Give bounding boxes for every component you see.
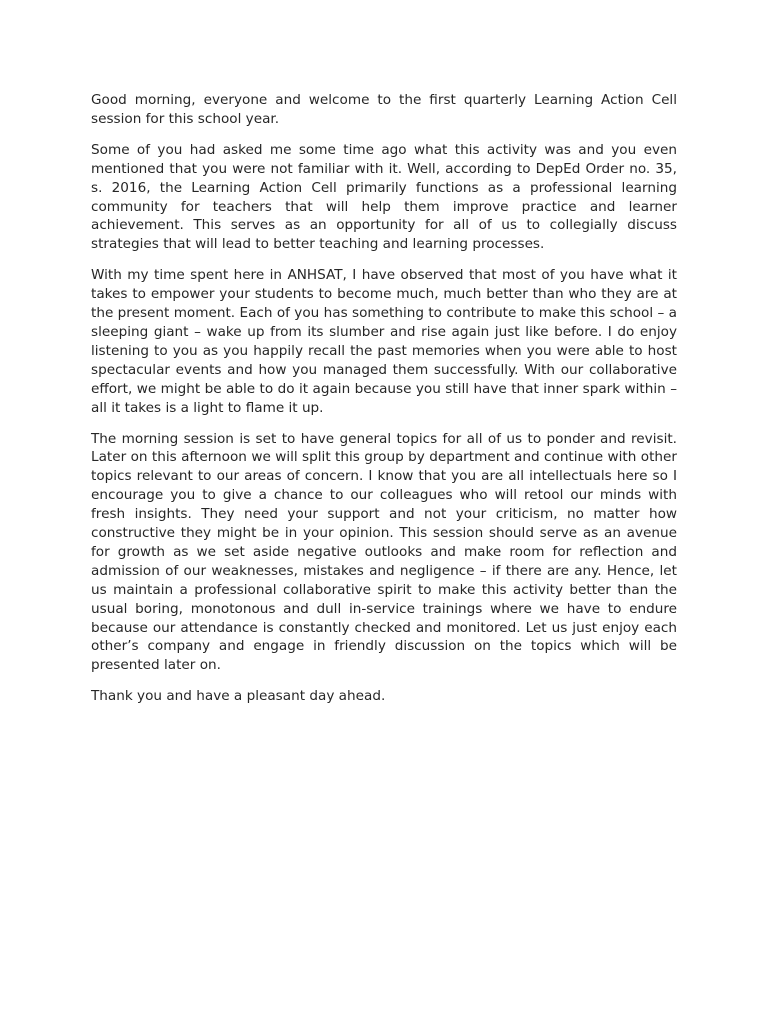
paragraph-closing: Thank you and have a pleasant day ahead. bbox=[91, 688, 386, 705]
paragraph-lac-definition: Some of you had asked me some time ago what this activity was and you even mentioned that you were not familiar with it. Well, according to DepEd Order no. 35, s. 2016, the Learning Action Cell primarily functions as a professional learning community for teachers that will help them improve practice and learner achievement. This serves as an opportunity for all of us to collegially discuss strategies that will lead to better teaching and learning processes. bbox=[91, 141, 677, 253]
paragraph-observations: With my time spent here in ANHSAT, I have observed that most of you have what it takes to empower your students to become much, much better than who they are at the present moment. Each of you has something to contribute to make this school – a sleeping giant – wake up from its slumber and rise again just like before. I do enjoy listening to you as you happily recall the past memories when you were able to host spectacular events and how you managed them successfully. With our collaborative effort, we might be able to do it again because you still have that inner spark within – all it takes is a light to flame it up. bbox=[91, 267, 677, 416]
paragraph-session-plan: The morning session is set to have general topics for all of us to ponder and revisit. Later on this afternoon we will split this group by department and continue with other topics relevant to our areas of concern. I know that you are all intellectuals here so I encourage you to give a chance to our colleagues who will retool our minds with fresh insights. They need your support and not your criticism, no matter how constructive they might be in your opinion. This session should serve as an avenue for growth as we set aside negative outlooks and make room for reflection and admission of our weaknesses, mistakes and negligence – if there are any. Hence, let us maintain a professional collaborative spirit to make this activity better than the usual boring, monotonous and dull in-service trainings where we have to endure because our attendance is constantly checked and monitored. Let us just enjoy each other’s company and engage in friendly discussion on the topics which will be presented later on. bbox=[91, 430, 677, 674]
paragraph-greeting: Good morning, everyone and welcome to the first quarterly Learning Action Cell session for this school year. bbox=[91, 92, 677, 127]
document-body bbox=[91, 91, 677, 718]
